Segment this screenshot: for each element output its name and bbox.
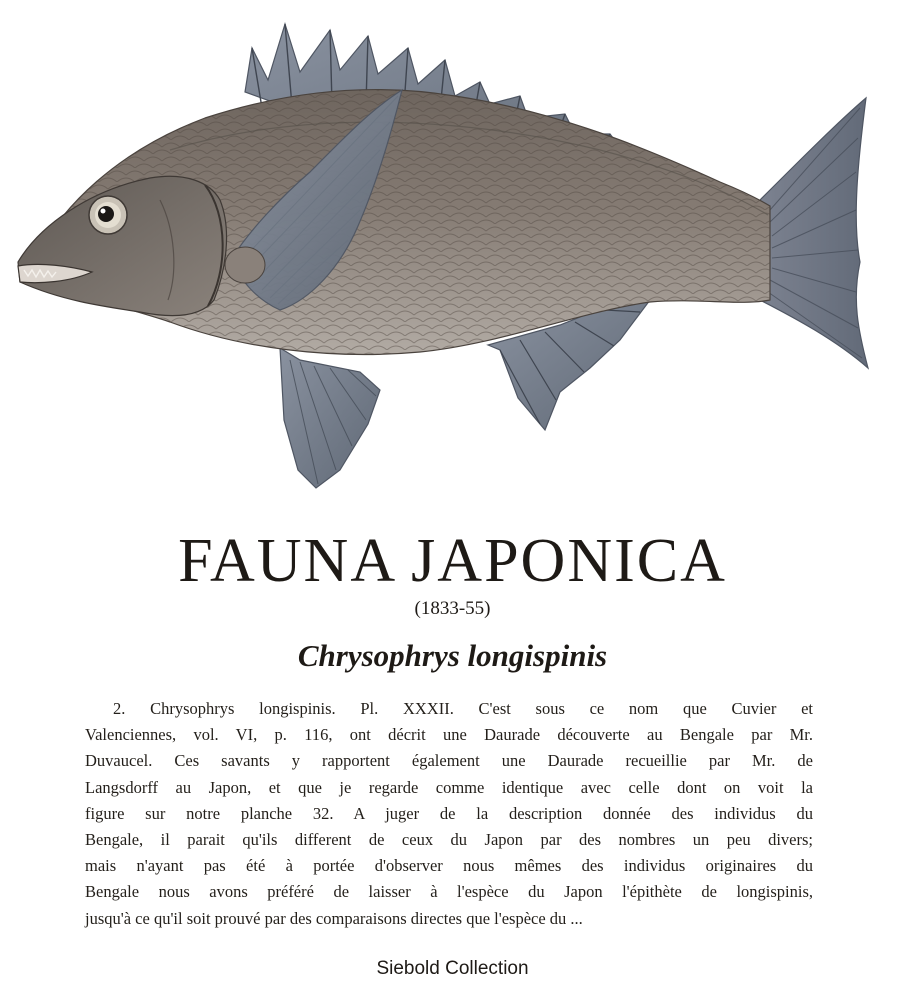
- species-name: Chrysophrys longispinis: [297, 638, 608, 673]
- tail-fin: [760, 98, 868, 368]
- description-line: Bengale, il parait qu'ils different de ceux du Japon par des nombres un peu divers;: [85, 830, 813, 850]
- page-title: FAUNA JAPONICA: [178, 527, 727, 595]
- description-line: Bengale nous avons préféré de laisser à l'espèce du Japon l'épithète de longispinis,: [85, 882, 813, 902]
- description-line: mais n'ayant pas été à portée d'observer nous mêmes des individus originaires du: [85, 856, 813, 876]
- description-line: Duvaucel. Ces savants y rapportent également une Daurade recueillie par Mr. de: [85, 751, 813, 771]
- description-line: figure sur notre planche 32. A juger de la description donnée des individus du: [85, 803, 813, 823]
- fish-head: [18, 176, 227, 315]
- description-line: Valenciennes, vol. VI, p. 116, ont décrit une Daurade découverte au Bengale par Mr.: [85, 725, 813, 745]
- pelvic-fin: [280, 348, 380, 488]
- description-line: 2. Chrysophrys longispinis. Pl. XXXII. C'est sous ce nom que Cuvier et: [113, 699, 813, 718]
- species-description: [85, 696, 813, 932]
- collection-credit: Siebold Collection: [376, 958, 529, 979]
- fish-eye: [89, 196, 127, 234]
- publication-dates: (1833-55): [414, 598, 491, 619]
- description-line: jusqu'à ce qu'il soit prouvé par des comparaisons directes que l'espèce du ...: [85, 908, 583, 928]
- description-line: Langsdorff au Japon, et que je regarde comme identique avec celle dont on voit la: [85, 777, 813, 797]
